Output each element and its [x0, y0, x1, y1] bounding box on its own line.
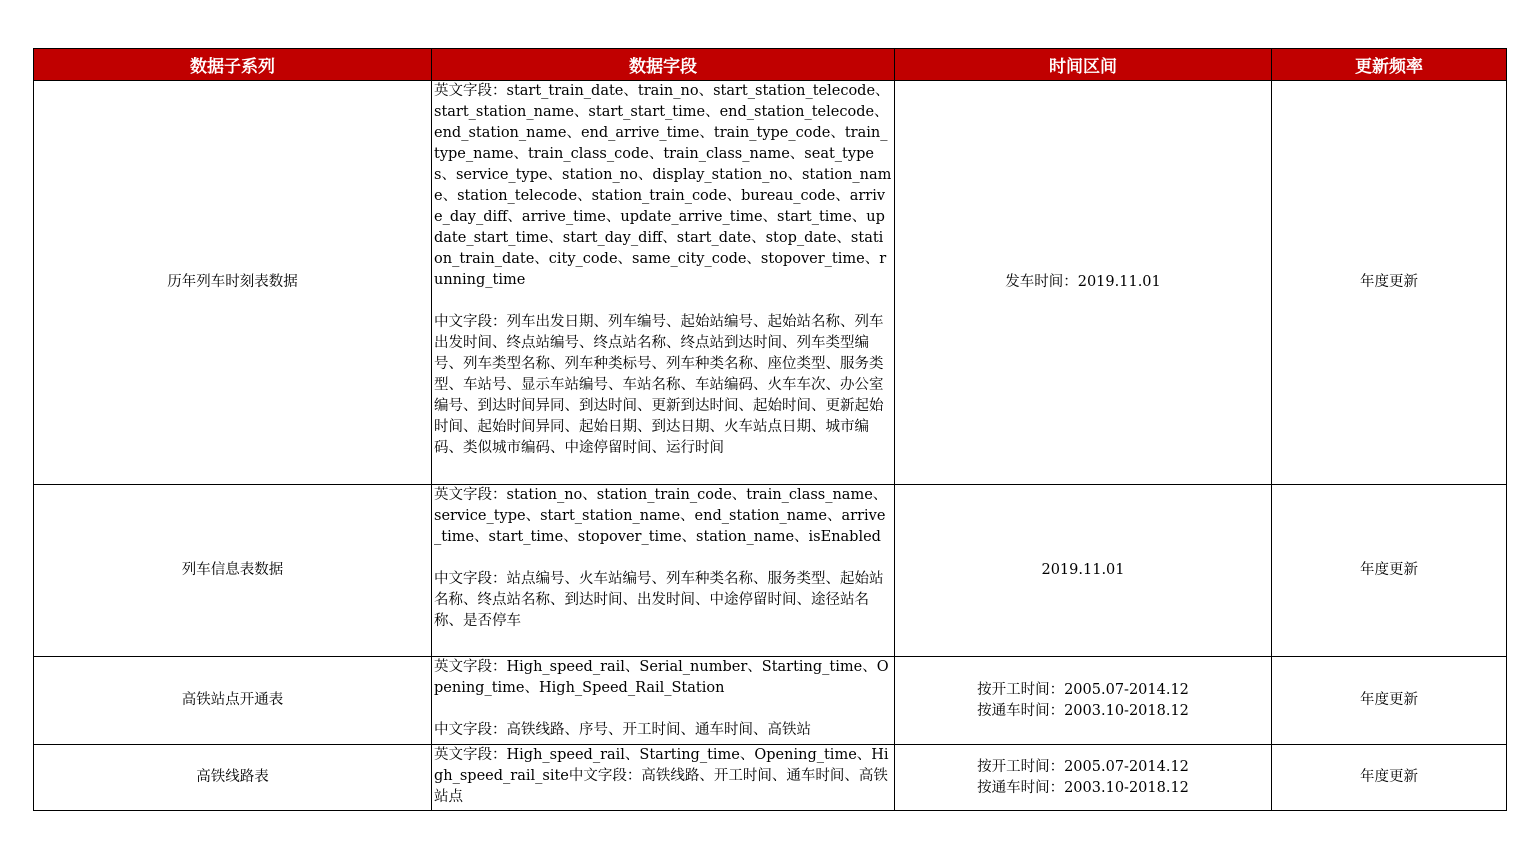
en-fields: 英文字段：High_speed_rail、Serial_number、Starting_time、Opening_time、High_Speed_Rail_Station	[434, 659, 889, 696]
series-cell: 高铁线路表	[34, 745, 432, 811]
header-series: 数据子系列	[34, 49, 432, 81]
header-time-range: 时间区间	[895, 49, 1272, 81]
table-row	[34, 657, 1507, 745]
header-frequency: 更新频率	[1272, 49, 1507, 81]
frequency-cell: 年度更新	[1272, 81, 1507, 485]
time-range-cell	[895, 657, 1272, 745]
cn-fields: 中文字段：高铁线路、序号、开工时间、通车时间、高铁站	[434, 722, 811, 738]
time-range-cell	[895, 81, 1272, 485]
frequency-cell: 年度更新	[1272, 657, 1507, 745]
frequency-cell: 年度更新	[1272, 485, 1507, 657]
series-cell: 列车信息表数据	[34, 485, 432, 657]
en-fields: 英文字段：High_speed_rail、Starting_time、Opening_time、High_speed_rail_site中文字段：高铁线路、开工时间、通车时间、高铁站点	[434, 747, 889, 805]
frequency-cell: 年度更新	[1272, 745, 1507, 811]
time-range-line: 按通车时间：2003.10-2018.12	[977, 702, 1189, 719]
fields-cell	[432, 485, 895, 657]
fields-cell	[432, 745, 895, 811]
header-row	[34, 49, 1507, 81]
fields-cell	[432, 81, 895, 485]
cn-fields: 中文字段：列车出发日期、列车编号、起始站编号、起始站名称、列车出发时间、终点站编号、终点站名称、终点站到达时间、列车类型编号、列车类型名称、列车种类标号、列车种类名称、座位类型、服务类型、车站号、显示车站编号、车站名称、车站编码、火车车次、办公室编号、到达时间异同、到达时间、更新到达时间、起始时间、更新起始时间、起始时间异同、起始日期、到达日期、火车站点日期、城市编码、类似城市编码、中途停留时间、运行时间	[434, 314, 884, 456]
header-fields: 数据字段	[432, 49, 895, 81]
table-row	[34, 81, 1507, 485]
time-range-line: 按开工时间：2005.07-2014.12	[977, 681, 1189, 698]
series-cell: 高铁站点开通表	[34, 657, 432, 745]
series-cell: 历年列车时刻表数据	[34, 81, 432, 485]
table-row	[34, 745, 1507, 811]
time-range-line: 按开工时间：2005.07-2014.12	[977, 758, 1189, 775]
time-range-line: 按通车时间：2003.10-2018.12	[977, 779, 1189, 796]
time-range-cell	[895, 745, 1272, 811]
cn-fields: 中文字段：站点编号、火车站编号、列车种类名称、服务类型、起始站名称、终点站名称、到达时间、出发时间、中途停留时间、途径站名称、是否停车	[434, 571, 884, 629]
en-fields: 英文字段：start_train_date、train_no、start_station_telecode、start_station_name、start_start_time、end_station_telecode、end_station_name、end_arrive_time、train_type_code、train_type_name、train_class_code、train_class_name、seat_types、service_type、station_no、display_station_no、station_name、station_telecode、station_train_code、bureau_code、arrive_day_diff、arrive_time、update_arrive_time、start_time、update_start_time、start_day_diff、start_date、stop_date、station_train_date、city_code、same_city_code、stopover_time、running_time	[434, 83, 892, 288]
table-row	[34, 485, 1507, 657]
data-table	[33, 48, 1507, 811]
fields-cell	[432, 657, 895, 745]
en-fields: 英文字段：station_no、station_train_code、train_class_name、service_type、start_station_name、end_station_name、arrive_time、start_time、stopover_time、station_name、isEnabled	[434, 487, 888, 545]
time-range-line: 2019.11.01	[1041, 562, 1125, 578]
time-range-line: 发车时间：2019.11.01	[1005, 274, 1161, 290]
time-range-cell	[895, 485, 1272, 657]
